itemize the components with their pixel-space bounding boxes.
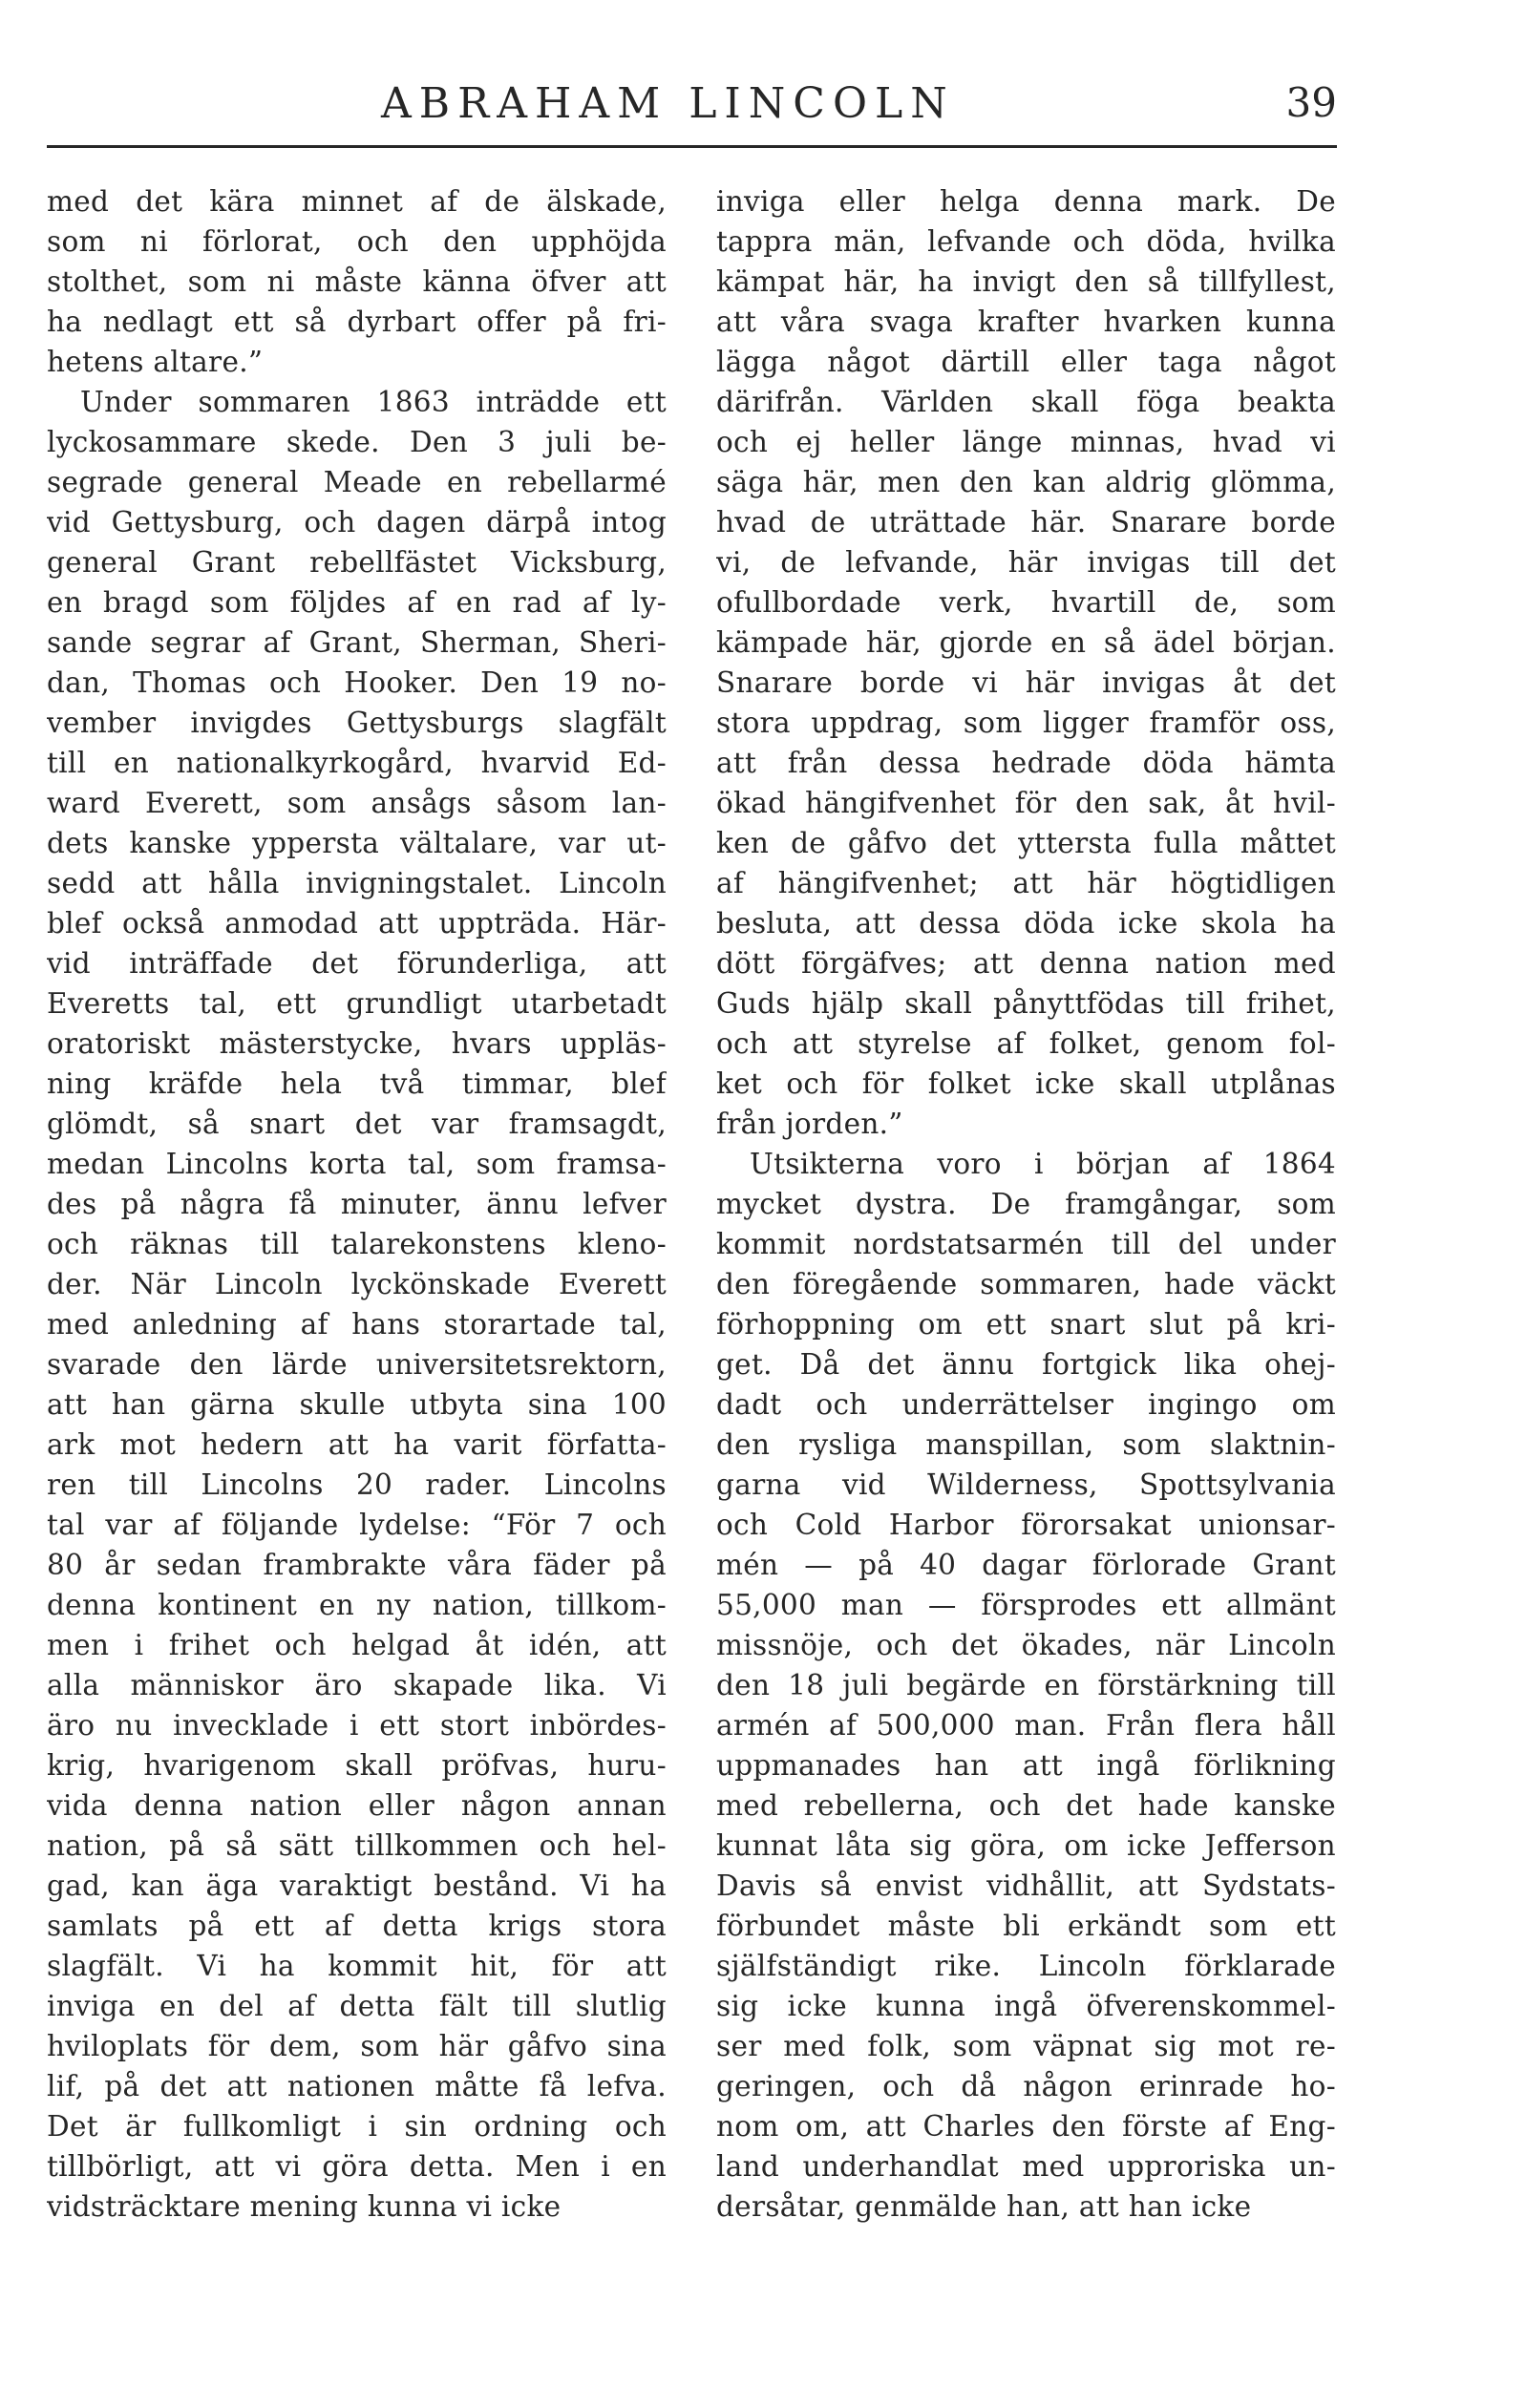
- text-line: Det är fullkomligt i sin ordning och: [47, 2110, 667, 2143]
- text-line: stora uppdrag, som ligger framför oss,: [716, 707, 1336, 739]
- text-line: vember invigdes Gettysburgs slagfält: [47, 707, 667, 739]
- text-line: geringen, och då någon erinrade ho-: [716, 2070, 1336, 2102]
- text-line: en bragd som följdes af en rad af ly-: [47, 586, 667, 619]
- text-line: armén af 500,000 man. Från flera håll: [716, 1709, 1336, 1742]
- text-line: Snarare borde vi här invigas åt det: [716, 666, 1336, 699]
- text-line: dersåtar, genmälde han, att han icke: [716, 2190, 1252, 2223]
- text-line: inviga en del af detta fält till slutlig: [47, 1990, 667, 2022]
- text-line: och Cold Harbor förorsakat unionsar-: [716, 1509, 1336, 1541]
- text-line: denna kontinent en ny nation, tillkom-: [47, 1589, 667, 1621]
- text-line: ket och för folket icke skall utplånas: [716, 1067, 1336, 1100]
- text-line: uppmanades han att ingå förlikning: [716, 1749, 1336, 1782]
- text-line: stolthet, som ni måste känna öfver att: [47, 265, 667, 298]
- text-line: dadt och underrättelser ingingo om: [716, 1388, 1336, 1421]
- text-line: dets kanske yppersta vältalare, var ut-: [47, 827, 667, 859]
- text-line: dan, Thomas och Hooker. Den 19 no-: [47, 666, 667, 699]
- text-line: den 18 juli begärde en förstärkning till: [716, 1669, 1336, 1701]
- text-line: lif, på det att nationen måtte få lefva.: [47, 2070, 667, 2102]
- text-line: general Grant rebellfästet Vicksburg,: [47, 546, 667, 579]
- text-line: och ej heller länge minnas, hvad vi: [716, 426, 1336, 458]
- text-line: vidsträcktare mening kunna vi icke: [47, 2190, 562, 2223]
- text-line: get. Då det ännu fortgick lika ohej-: [716, 1348, 1336, 1381]
- text-line: mycket dystra. De framgångar, som: [716, 1188, 1336, 1220]
- text-line: 55,000 man — försprodes ett allmänt: [716, 1589, 1336, 1621]
- text-line: och att styrelse af folket, genom fol-: [716, 1027, 1336, 1060]
- right-column: [716, 181, 1336, 2227]
- text-line: vid inträffade det förunderliga, att: [47, 947, 667, 980]
- text-line: ning kräfde hela två timmar, blef: [47, 1067, 667, 1100]
- text-line: mén — på 40 dagar förlorade Grant: [716, 1549, 1336, 1581]
- text-line: tal var af följande lydelse: “För 7 och: [47, 1509, 667, 1541]
- text-line: säga här, men den kan aldrig glömma,: [716, 466, 1336, 498]
- text-line: ofullbordade verk, hvartill de, som: [716, 586, 1336, 619]
- text-line: Utsikterna voro i början af 1864: [750, 1148, 1336, 1180]
- text-line: att från dessa hedrade döda hämta: [716, 747, 1336, 779]
- text-line: med rebellerna, och det hade kanske: [716, 1789, 1336, 1822]
- text-line: besluta, att dessa döda icke skola ha: [716, 907, 1336, 940]
- text-line: att våra svaga krafter hvarken kunna: [716, 306, 1336, 338]
- left-column: [47, 181, 667, 2227]
- text-line: af hängifvenhet; att här högtidligen: [716, 867, 1336, 899]
- text-line: förhoppning om ett snart slut på kri-: [716, 1308, 1336, 1341]
- text-line: att han gärna skulle utbyta sina 100: [47, 1388, 667, 1421]
- text-line: men i frihet och helgad åt idén, att: [47, 1629, 667, 1661]
- text-line: kämpat här, ha invigt den så tillfyllest,: [716, 265, 1336, 298]
- text-line: nation, på så sätt tillkommen och hel-: [47, 1829, 667, 1862]
- text-line: den föregående sommaren, hade väckt: [716, 1268, 1336, 1300]
- text-line: samlats på ett af detta krigs stora: [47, 1910, 667, 1942]
- text-line: hetens altare.”: [47, 346, 264, 378]
- text-line: svarade den lärde universitetsrektorn,: [47, 1348, 667, 1381]
- text-line: ha nedlagt ett så dyrbart offer på fri-: [47, 306, 667, 338]
- text-line: tillbörligt, att vi göra detta. Men i en: [47, 2150, 667, 2183]
- text-line: ren till Lincolns 20 rader. Lincolns: [47, 1468, 667, 1501]
- running-title: ABRAHAM LINCOLN: [381, 79, 955, 128]
- text-line: sig icke kunna ingå öfverenskommel-: [716, 1990, 1336, 2022]
- text-line: sedd att hålla invigningstalet. Lincoln: [47, 867, 667, 899]
- text-line: tappra män, lefvande och döda, hvilka: [716, 225, 1336, 258]
- text-line: Everetts tal, ett grundligt utarbetadt: [47, 987, 667, 1020]
- text-line: vid Gettysburg, och dagen därpå intog: [47, 506, 667, 539]
- text-line: ökad hängifvenhet för den sak, åt hvil-: [716, 787, 1336, 819]
- text-line: som ni förlorat, och den upphöjda: [47, 225, 667, 258]
- text-line: hviloplats för dem, som här gåfvo sina: [47, 2030, 667, 2062]
- text-line: själfständigt rike. Lincoln förklarade: [716, 1950, 1336, 1982]
- text-line: till en nationalkyrkogård, hvarvid Ed-: [47, 747, 667, 779]
- text-line: segrade general Meade en rebellarmé: [47, 466, 667, 498]
- text-line: med det kära minnet af de älskade,: [47, 185, 667, 218]
- text-line: från jorden.”: [716, 1108, 903, 1140]
- text-line: missnöje, och det ökades, när Lincoln: [716, 1629, 1336, 1661]
- text-line: ser med folk, som väpnat sig mot re-: [716, 2030, 1336, 2062]
- text-line: och räknas till talarekonstens kleno-: [47, 1228, 667, 1260]
- text-line: blef också anmodad att uppträda. Här-: [47, 907, 667, 940]
- text-line: garna vid Wilderness, Spottsylvania: [716, 1468, 1336, 1501]
- text-line: Under sommaren 1863 inträdde ett: [80, 386, 667, 418]
- text-line: den rysliga manspillan, som slaktnin-: [716, 1428, 1336, 1461]
- text-line: alla människor äro skapade lika. Vi: [47, 1669, 667, 1701]
- text-line: land underhandlat med upproriska un-: [716, 2150, 1336, 2183]
- text-line: lyckosammare skede. Den 3 juli be-: [47, 426, 667, 458]
- text-line: glömdt, så snart det var framsagdt,: [47, 1108, 667, 1140]
- text-line: slagfält. Vi ha kommit hit, för att: [47, 1950, 667, 1982]
- header-rule: [47, 145, 1337, 148]
- text-line: med anledning af hans storartade tal,: [47, 1308, 667, 1341]
- text-line: ward Everett, som ansågs såsom lan-: [47, 787, 667, 819]
- page-number: 39: [1285, 79, 1337, 126]
- text-line: därifrån. Världen skall föga beakta: [716, 386, 1336, 418]
- text-line: dött förgäfves; att denna nation med: [716, 947, 1336, 980]
- text-line: medan Lincolns korta tal, som framsa-: [47, 1148, 667, 1180]
- text-line: oratoriskt mästerstycke, hvars uppläs-: [47, 1027, 667, 1060]
- text-line: kommit nordstatsarmén till del under: [716, 1228, 1336, 1260]
- text-line: kämpade här, gjorde en så ädel början.: [716, 626, 1336, 659]
- text-line: nom om, att Charles den förste af Eng-: [716, 2110, 1336, 2143]
- text-line: Davis så envist vidhållit, att Sydstats-: [716, 1869, 1336, 1902]
- text-line: kunnat låta sig göra, om icke Jefferson: [716, 1829, 1336, 1862]
- text-line: ark mot hedern att ha varit författa-: [47, 1428, 667, 1461]
- page-header: [47, 72, 1337, 138]
- text-line: vi, de lefvande, här invigas till det: [716, 546, 1336, 579]
- text-line: förbundet måste bli erkändt som ett: [716, 1910, 1336, 1942]
- text-line: der. När Lincoln lyckönskade Everett: [47, 1268, 667, 1300]
- text-line: vida denna nation eller någon annan: [47, 1789, 667, 1822]
- text-line: inviga eller helga denna mark. De: [716, 185, 1336, 218]
- text-line: ken de gåfvo det yttersta fulla måttet: [716, 827, 1336, 859]
- text-line: äro nu invecklade i ett stort inbördes-: [47, 1709, 667, 1742]
- text-line: hvad de uträttade här. Snarare borde: [716, 506, 1336, 539]
- text-line: lägga något därtill eller taga något: [716, 346, 1336, 378]
- text-line: sande segrar af Grant, Sherman, Sheri-: [47, 626, 667, 659]
- text-line: gad, kan äga varaktigt bestånd. Vi ha: [47, 1869, 667, 1902]
- text-line: des på några få minuter, ännu lefver: [47, 1188, 667, 1220]
- text-line: krig, hvarigenom skall pröfvas, huru-: [47, 1749, 667, 1782]
- text-line: Guds hjälp skall pånyttfödas till frihet,: [716, 987, 1336, 1020]
- text-line: 80 år sedan frambrakte våra fäder på: [47, 1549, 667, 1581]
